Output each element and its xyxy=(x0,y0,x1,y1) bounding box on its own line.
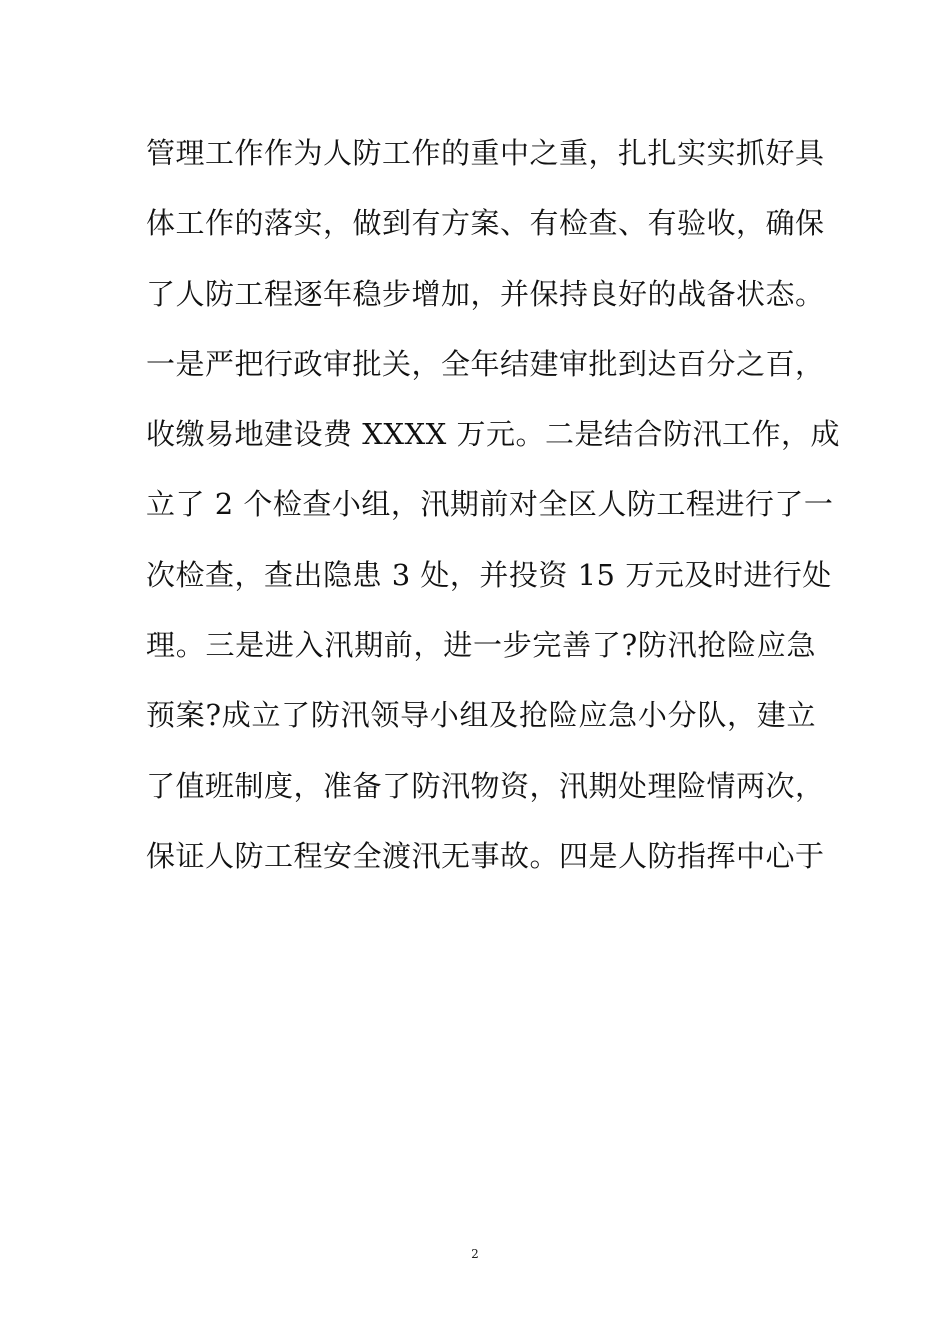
text-line: 一是严把行政审批关，全年结建审批到达百分之百， xyxy=(146,346,825,381)
text-line: 次检查，查出隐患 3 处，并投资 15 万元及时进行处 xyxy=(146,557,832,592)
text-line: 理。三是进入汛期前，进一步完善了?防汛抢险应急 xyxy=(146,628,816,663)
text-line: 收缴易地建设费 XXXX 万元。二是结合防汛工作，成 xyxy=(146,417,841,452)
page-number: 2 xyxy=(471,1247,479,1261)
text-line: 了人防工程逐年稳步增加，并保持良好的战备状态。 xyxy=(146,276,825,311)
text-line: 立了 2 个检查小组，汛期前对全区人防工程进行了一 xyxy=(146,487,834,522)
text-line: 保证人防工程安全渡汛无事故。四是人防指挥中心于 xyxy=(146,838,825,873)
text-line: 体工作的落实，做到有方案、有检查、有验收，确保 xyxy=(146,206,825,241)
text-line: 管理工作作为人防工作的重中之重，扎扎实实抓好具 xyxy=(146,136,825,170)
text-line: 了值班制度，准备了防汛物资，汛期处理险情两次， xyxy=(146,768,825,803)
body-text xyxy=(146,128,841,901)
text-line: 预案?成立了防汛领导小组及抢险应急小分队，建立 xyxy=(146,698,816,733)
